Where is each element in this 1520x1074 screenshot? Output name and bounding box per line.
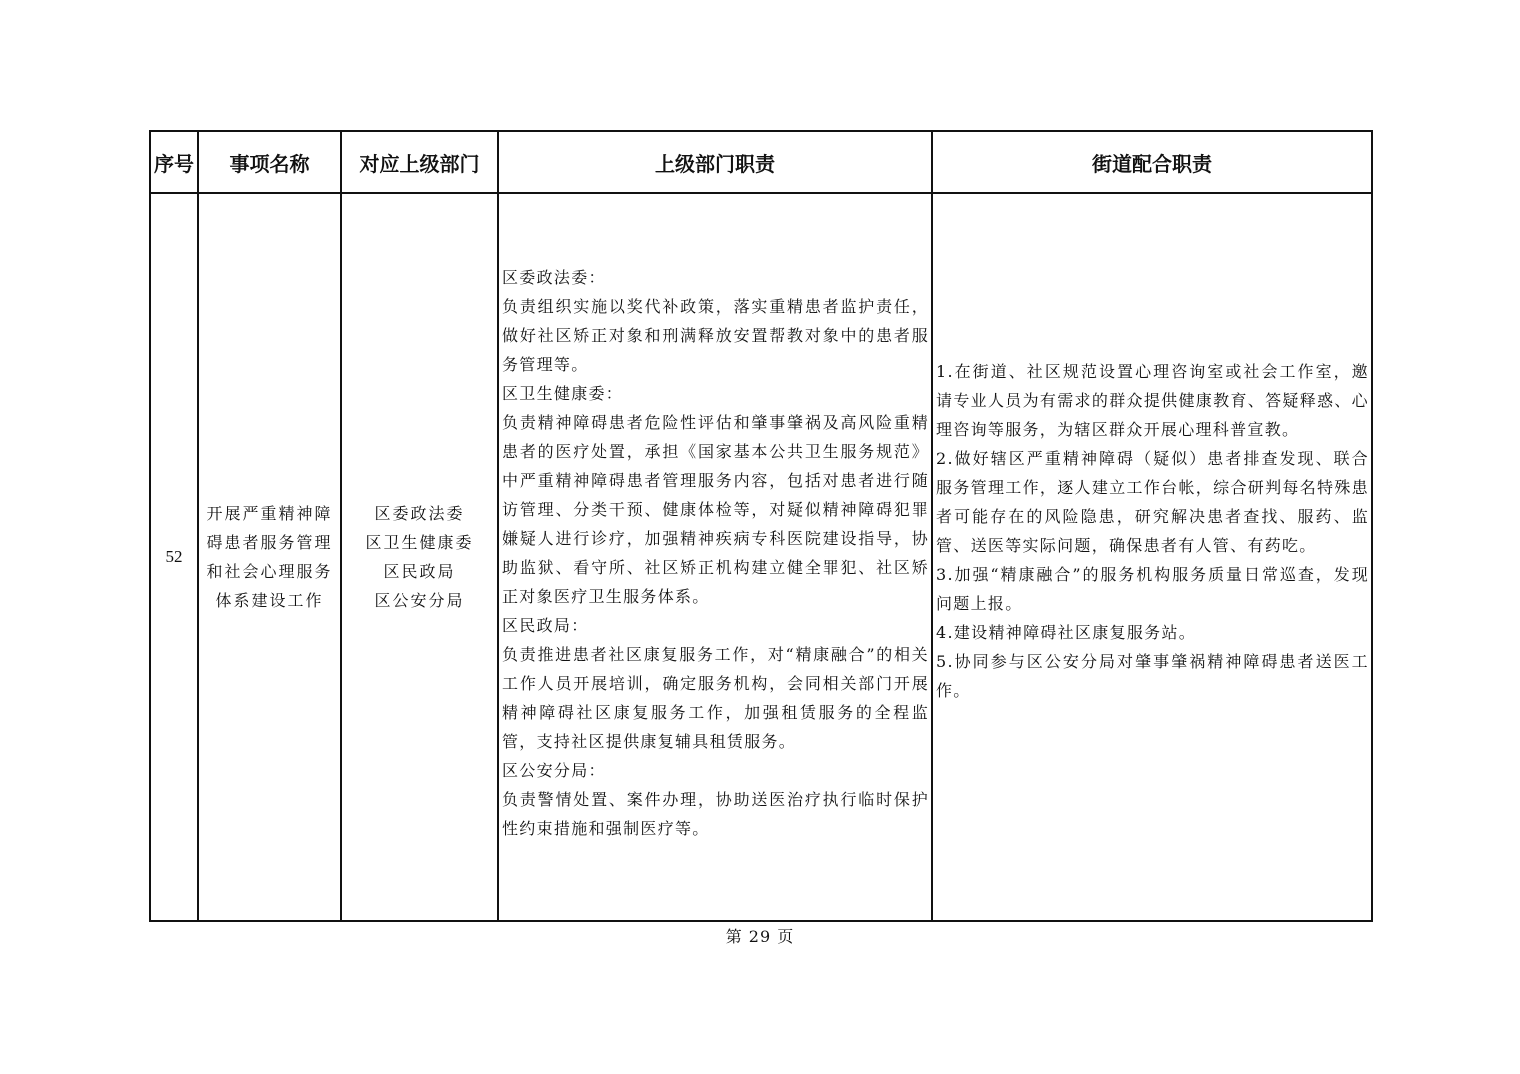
dept-line: 区卫生健康委: [365, 533, 474, 552]
item-name-line: 碍患者服务管理: [206, 533, 333, 552]
dept-line: 区公安分局: [374, 591, 465, 610]
duty-text-block: [502, 263, 929, 843]
item-name-line: 和社会心理服务: [206, 562, 333, 581]
duty-paragraph: 区公安分局：: [502, 761, 606, 780]
row-superior-dept: [341, 193, 498, 921]
page-number: 第 29 页: [725, 927, 795, 946]
table-header-row: [150, 131, 1372, 193]
row-item-name: [198, 193, 341, 921]
dept-line: 区民政局: [383, 562, 456, 581]
coop-paragraph: 5.协同参与区公安分局对肇事肇祸精神障碍患者送医工作。: [936, 652, 1369, 700]
header-street-coop: 街道配合职责: [932, 131, 1372, 193]
duty-paragraph: 负责推进患者社区康复服务工作，对“精康融合”的相关工作人员开展培训，确定服务机构，会同相关部门开展精神障碍社区康复服务工作，加强租赁服务的全程监管，支持社区提供康复辅具租赁服务。: [502, 645, 929, 751]
dept-line: 区委政法委: [374, 504, 465, 523]
row-street-coop: [932, 193, 1372, 921]
row-superior-duty: [498, 193, 932, 921]
coop-paragraph: 3.加强“精康融合”的服务机构服务质量日常巡查，发现问题上报。: [936, 565, 1369, 613]
row-seq: 52: [150, 193, 198, 921]
header-superior-duty: 上级部门职责: [498, 131, 932, 193]
duty-paragraph: 负责警情处置、案件办理，协助送医治疗执行临时保护性约束措施和强制医疗等。: [502, 790, 929, 838]
header-superior-dept: 对应上级部门: [341, 131, 498, 193]
item-name-line: 开展严重精神障: [206, 504, 333, 523]
item-name-line: 体系建设工作: [215, 591, 324, 610]
duty-paragraph: 区民政局：: [502, 616, 589, 635]
duty-paragraph: 负责精神障碍患者危险性评估和肇事肇祸及高风险重精患者的医疗处置，承担《国家基本公共卫生服务规范》中严重精神障碍患者管理服务内容，包括对患者进行随访管理、分类干预、健康体检等，对疑似精神障碍犯罪嫌疑人进行诊疗，加强精神疾病专科医院建设指导，协助监狱、看守所、社区矫正机构建立健全罪犯、社区矫正对象医疗卫生服务体系。: [502, 413, 929, 606]
header-seq: 序号: [150, 131, 198, 193]
duty-paragraph: 区委政法委：: [502, 268, 606, 287]
duty-table: [149, 130, 1373, 922]
coop-paragraph: 1.在街道、社区规范设置心理咨询室或社会工作室，邀请专业人员为有需求的群众提供健康教育、答疑释惑、心理咨询等服务，为辖区群众开展心理科普宣教。: [936, 362, 1369, 439]
coop-text-block: [936, 357, 1369, 705]
duty-paragraph: 负责组织实施以奖代补政策，落实重精患者监护责任，做好社区矫正对象和刑满释放安置帮教对象中的患者服务管理等。: [502, 297, 929, 374]
coop-paragraph: 2.做好辖区严重精神障碍（疑似）患者排查发现、联合服务管理工作，逐人建立工作台帐，综合研判每名特殊患者可能存在的风险隐患，研究解决患者查找、服药、监管、送医等实际问题，确保患者有人管、有药吃。: [936, 449, 1369, 555]
table-row: [150, 193, 1372, 921]
header-item-name: 事项名称: [198, 131, 341, 193]
duty-paragraph: 区卫生健康委：: [502, 384, 624, 403]
coop-paragraph: 4.建设精神障碍社区康复服务站。: [936, 623, 1197, 642]
